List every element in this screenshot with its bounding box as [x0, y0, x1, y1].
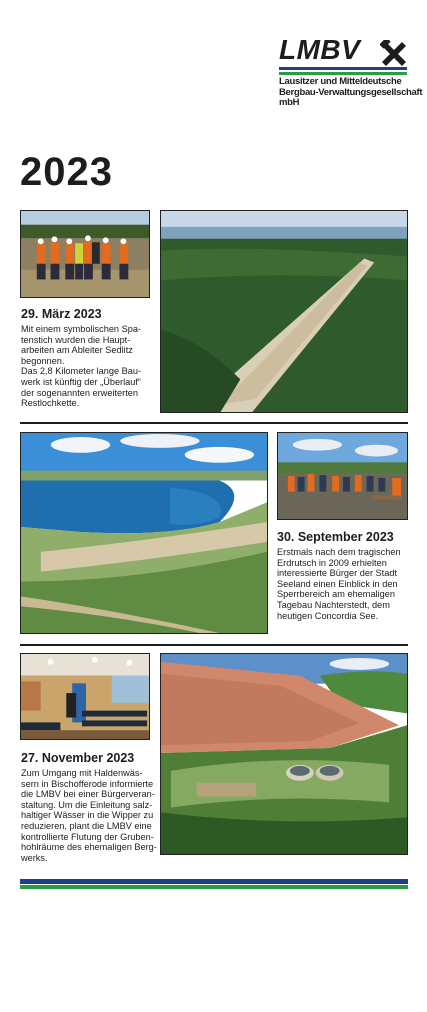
company-name-line1: Lausitzer und Mitteldeutsche	[279, 76, 402, 87]
photo-visitors-site-tour	[277, 432, 408, 520]
entry-date: 30. September 2023	[277, 530, 394, 544]
entry-text: Erstmals nach dem tragischen Erdrutsch in 2009 erhielten interessierte Bürger der Stadt Seeland einen Einblick in den Sperrbereich am ehemaligen Tagebau Nachterstedt, dem heutigen Concordia See.	[277, 547, 401, 621]
footer-blue-stripe	[20, 879, 408, 884]
photo-aerial-ableiter-sedlitz	[160, 210, 408, 413]
divider	[20, 422, 408, 424]
photo-groundbreaking-ceremony	[20, 210, 150, 298]
entry-date: 29. März 2023	[21, 307, 102, 321]
photo-aerial-potash-heap-bischofferode	[160, 653, 408, 855]
footer-green-stripe	[20, 885, 408, 889]
divider	[20, 644, 408, 646]
logo-blue-stripe	[279, 67, 407, 70]
photo-citizens-meeting-hall	[20, 653, 150, 740]
entry-date: 27. November 2023	[21, 751, 135, 765]
photo-aerial-concordia-see	[20, 432, 268, 634]
hammer-and-pick-icon	[380, 40, 408, 66]
year-heading: 2023	[20, 150, 113, 194]
entry-text: Mit einem symbolischen Spa- tenstich wurden die Haupt- arbeiten am Ableiter Sedlitz begonnen. Das 2,8 Kilometer lange Bau- werk ist künftig der „Überlauf“ der sogenannten erweiterten Restlochkette.	[21, 324, 142, 409]
company-name-line2: Bergbau-Verwaltungsgesellschaft mbH	[279, 86, 423, 108]
logo-green-stripe	[279, 72, 407, 75]
company-name	[279, 77, 427, 109]
lmbv-logo: LMBV	[279, 34, 361, 65]
entry-text: Zum Umgang mit Haldenwäs- sern in Bischofferode informierte die LMBV bei einer Bürgerveran- staltung. Um die Einleitung salz- haltiger Wässer in die Wipper zu reduzieren, plant die LMBV eine kontrollierte Flutung der Gruben- hohlräume des ehemaligen Berg- werks.	[21, 768, 157, 863]
